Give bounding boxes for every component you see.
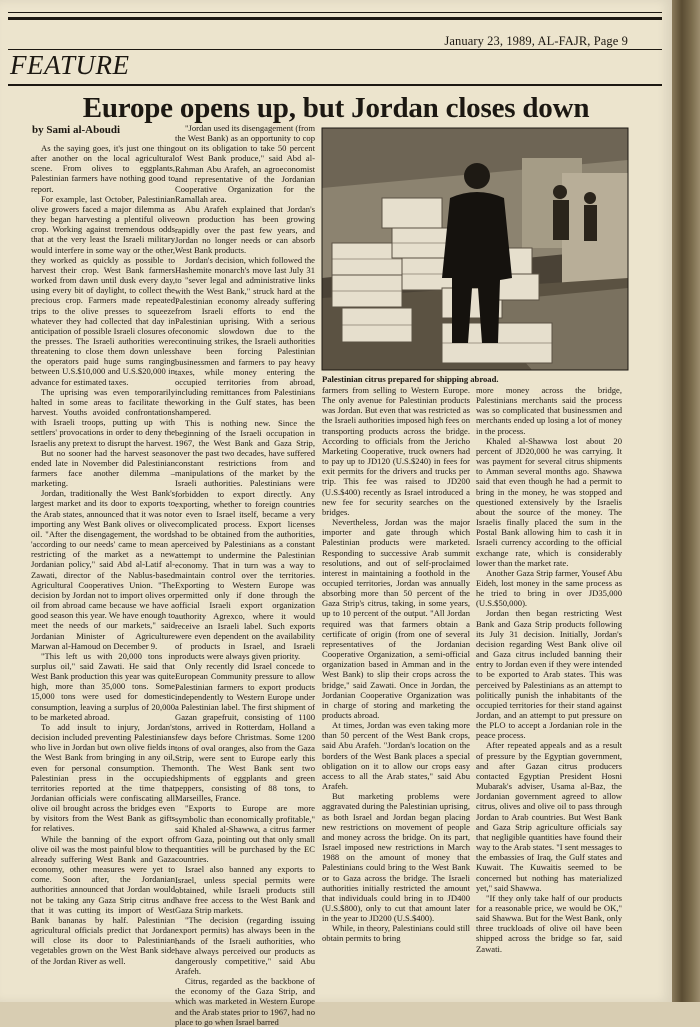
book-binding (672, 0, 700, 1002)
paragraph: Only recently did Israel concede to European Community pressure to allow Palestinian farmers to export products independently to Western Europe under a Palestinian label. The first shipment of Gazan grapefruit, consisting of 1100 tons, arrived in Rotterdam, Holland a few days before Christmas. Some 1200 tons of oval oranges, also from the Gaza Strip, were sent to Europe early this month. The West Bank sent two shipments of eggplants and green peppers, consisting of 88 tons, to Marseilles, France. (175, 661, 315, 804)
paragraph: Nevertheless, Jordan was the major importer and gate through which Palestinian products were marketed. Responding to successive Arab summit resolutions, and out of self-proclaimed interest in maintaining a foothold in the occupied territories, Jordan was annually absorbing more than 50 percent of the Gaza Strip's citrus, taking, in some years, up to 10 percent of the output. "All Jordan required was that farmers obtain a certificate of origin (from one of several representatives of the Jordanian Cooperative Organization, a semi-official organization based in Amman and in the West Bank) to slip their crops across the bridge," said Zawati. Once in Jordan, the Jordanian Cooperative Organization was in charge of storing and marketing the products abroad. (322, 517, 470, 720)
section-label: FEATURE (10, 50, 130, 80)
paragraph: "This left us with 20,000 tons in surplus oil," said Zawati. He said that West Bank production this year was quite high, more than 35,000 tons. Some 15,000 tons were used for domestic consumption, leaving a surplus of 20,000 to be marketed abroad. (31, 650, 175, 722)
citrus-warehouse-photo (322, 128, 628, 370)
top-rule-thick (8, 17, 662, 20)
article-column-2 (175, 123, 315, 1027)
paragraph: For example, last October, Palestinian olive growers faced a major dilemma as they began harvesting a plentiful olive crop. Working against tremendous odds that at the very least the Israeli military would interfere in some way or the other, they worked as quickly as possible to harvest their crop. West Bank farmers worked from dawn until dusk every day, using every bit of daylight, to collect the precious crop. Farmers made repeated trips to the olive presses to squeeze whatever they had collected that day in anticipation of possible Israeli closures of the presses. The Israeli authorities were threatening to close them down unless the operators paid huge sums ranging between U.S.$10,000 and U.S.$20,000 in advance for estimated taxes. (31, 193, 175, 387)
headline: Europe opens up, but Jordan closes down (82, 92, 590, 124)
paragraph: farmers from selling to Western Europe. The only avenue for Palestinian products was Jordan. But even that was restricted as the Israeli authorities imposed high fees on transporting products across the bridge. According to officials from the Jericho Marketing Cooperative, truck owners had to pay up to JD120 (U.S.$240) in fees for exit permits for the drivers and trucks per trip. This fee was raised to JD200 (U.S.$400) recently as Israel introduced a new fee for security searches on the bridges. (322, 385, 470, 517)
paragraph: "If they only take half of our products for a reasonable price, we would be OK," said Shawwa. But for the West Bank, only three truckloads of olive oil have been shipped across the bridge so far, said Zawati. (476, 892, 622, 954)
article-column-1 (31, 143, 175, 966)
paragraph: To add insult to injury, Jordan's decision included preventing Palestinians who live in Jordan but own olive fields in the West Bank from bringing in any oil, even for personal consumption. The Palestinian press in the occupied territories reported at the time that Jordanian officials were confiscating all olive oil brought across the bridges even by visitors from the West Bank as gifts for relatives. (31, 721, 175, 834)
paragraph: But marketing problems were aggravated during the Palestinian uprising, as both Israel and Jordan began placing new restrictions on movement of people and money across the bridge. On its part, Israel imposed new restrictions in March 1988 on the amount of money that Palestinians could bring to the West Bank or to Gaza across the bridge. The Israeli authorities initially restricted the amount that individuals could bring in to JD400 (U.S.$800), only to cut that amount later in the year to JD200 (U.S.$400). (322, 791, 470, 924)
section-rule (8, 84, 662, 86)
paragraph: "The decision (regarding issuing export permits) has always been in the hands of the Israeli authorities, who have always perceived our products as dangerously competitive," said Abu Arafeh. (175, 915, 315, 976)
paragraph: Another Gaza Strip farmer, Yousef Abu Eideh, lost money in the same process as he tried to bring in over JD35,000 (U.S.$50,000). (476, 567, 622, 609)
paragraph: Citrus, regarded as the backbone of the economy of the Gaza Strip, and which was marketed in Western Europe and the Arab states prior to 1967, had no place to go when Israel barred (175, 976, 315, 1027)
paragraph: This is nothing new. Since the beginning of the Israeli occupation in 1967, the West Bank and Gaza Strip, over the past two decades, have suffered constant restrictions from and manipulations of the market by the Israeli authorities. Palestinians were forbidden to export directly. Any exporting, whether to foreign countries or even to Israel itself, became a very complicated process. Export licenses had to be obtained from the authorities, perceived by Palestinians as a constant attempt to undermine the Palestinian economy. That in turn was a way to maintain control over the territories. Exporting to Western Europe was permitted only if done through the official Israeli export organization authority Agrexco, where it would receive an Israeli label. Such exports were even dependent on the availability of products in Israel, and Israeli products were always given priority. (175, 417, 315, 662)
photo-caption: Palestinian citrus prepared for shipping abroad. (322, 374, 499, 384)
paragraph: The uprising was even temporarily halted in some areas to facilitate the harvest. Youths avoided confrontations with Israeli troops, putting up with settlers' provocations in order to deny the Israelis any pretext to disrupt the harvest. (31, 386, 175, 448)
paragraph: But no sooner had the harvest season ended late in November did Palestinian farmers face another dilemma – marketing. (31, 447, 175, 489)
paragraph: While, in theory, Palestinians could still obtain permits to bring (322, 923, 470, 944)
paragraph: more money across the bridge, Palestinians merchants said the process was so complicated that businessmen and merchants ended up losing a lot of money in the process. (476, 385, 622, 436)
paragraph: Jordan then began restricting West Bank and Gaza Strip products following its July 31 decision. Initially, Jordan's decision regarding West Bank olive oil and Gaza citrus included banning their entry to Jordan even if they were intended to be exported to Arab states. This was perceived by Palestinians as an attempt to politically punish the inhabitants of the occupied territories for their stand against Jordan, and an attempt to put pressure on the PLO to accept a Jordanian role in the peace process. (476, 608, 622, 741)
paragraph: Jordan, traditionally the West Bank's largest market and its door to exports to the Arab states, announced that it was not importing any West Bank olives or olive oil. "After the disengagement, the words 'according to our needs' came to mean a restricting of the market as a new Jordanian policy," said Abd al-Latif al-Zawati, director of the Nablus-based Agricultural Cooperatives Union. "The decision by Jordan not to import olives or oil from abroad came because we have a good season this year. We have enough to meet the needs of our markets," said Jordanian Minister of Agriculture Marwan al-Hamoud on December 9. (31, 488, 175, 651)
paragraph: After repeated appeals and as a result of pressure by the Egyptian government, and after Gazan citrus producers contacted Egyptian President Hosni Mubarak's adviser, Usama al-Baz, the Jordanian government agreed to allow citrus, olives and olive oil to pass through Jordan to Arab countries. But West Bank and Gaza Strip agriculture officials say that negligible quantities have found their way to the Arab states. "I sent messages to the embassies of Iraq, the Gulf states and Kuwait. The Kuwaitis seemed to be concerned but nothing has materialized yet," said Shawwa. (476, 740, 622, 893)
paragraph: As the saying goes, it's just one thing after another on the local agricultural scene. From olives to eggplants, Palestinian farmers have nothing good to report. (31, 143, 175, 194)
photo-illustration (322, 128, 628, 370)
paragraph: "Jordan used its disengagement (from the West Bank) as an opportunity to cop out on its obligation to take 50 percent of West Bank produce," said Abd al-Rahman Abu Arafeh, an agroeconomist and representative of the Jordanian Cooperative Organization for the Ramallah area. (175, 123, 315, 205)
paragraph: Jordan's decision, which followed the Hashemite monarch's move last July 31 to "sever legal and administrative links with the West Bank," struck hard at the Palestinian economy already suffering from Israeli efforts to end the Palestinian uprising. With a serious economic slowdown due to the continuing strikes, the Israeli authorities have been forcing Palestinian businessmen and farmers to pay heavy taxes, while money entering the occupied territories from abroad, including remittances from Palestinians working in the Gulf states, has been hampered. (175, 255, 315, 418)
paragraph: While the banning of the export of olive oil was the most painful blow to the already suffering West Bank and Gaza economy, other measures were yet to come. Soon after, the Jordanian authorities announced that Jordan would not be taking any Gaza Strip citrus and that it was cutting its import of West Bank bananas by half. Palestinian agricultural officials predict that Jordan will close its door to Palestinian vegetables grown on the West Bank side of the Jordan River as well. (31, 833, 175, 966)
dateline: January 23, 1989, AL-FAJR, Page 9 (444, 34, 628, 48)
paragraph: Khaled al-Shawwa lost about 20 percent of JD20,000 he was carrying. It was payment for several citrus shipments to Amman several months ago. Shawwa said that even though he had a permit to bring in the money, he was stopped and questioned extensively by the Israelis about the source of the money. The Israelis finally placed the sum in the Postal Bank allowing him to cash it in Israeli currency according to the official exchange rate, which is considerably lower than the market rate. (476, 435, 622, 568)
paragraph: Abu Arafeh explained that Jordan's own production has been growing rapidly over the past few years, and Jordan no longer needs or can absorb West Bank products. (175, 204, 315, 255)
article-column-3 (322, 385, 470, 965)
byline: by Sami al-Aboudi (32, 124, 121, 136)
paragraph: "Exports to Europe are more symbolic than economically profitable," said Khaled al-Shawwa, a citrus farmer from Gaza, pointing out that only small quantities will be purchased by the EC countries. (175, 803, 315, 865)
article-column-4 (476, 385, 622, 965)
paragraph: At times, Jordan was even taking more than 50 percent of the West Bank crops, said Abu Arafeh. "Jordan's location on the borders of the West Bank places a special obligation on it to allow our crops easy access to all the Arab states," said Abu Arafeh. (322, 720, 470, 792)
paragraph: Israel also banned any exports to Israel, unless special permits were obtained, while Israeli products still have free access to the West Bank and Gaza Strip markets. (175, 864, 315, 916)
top-rule-thin (8, 12, 662, 13)
